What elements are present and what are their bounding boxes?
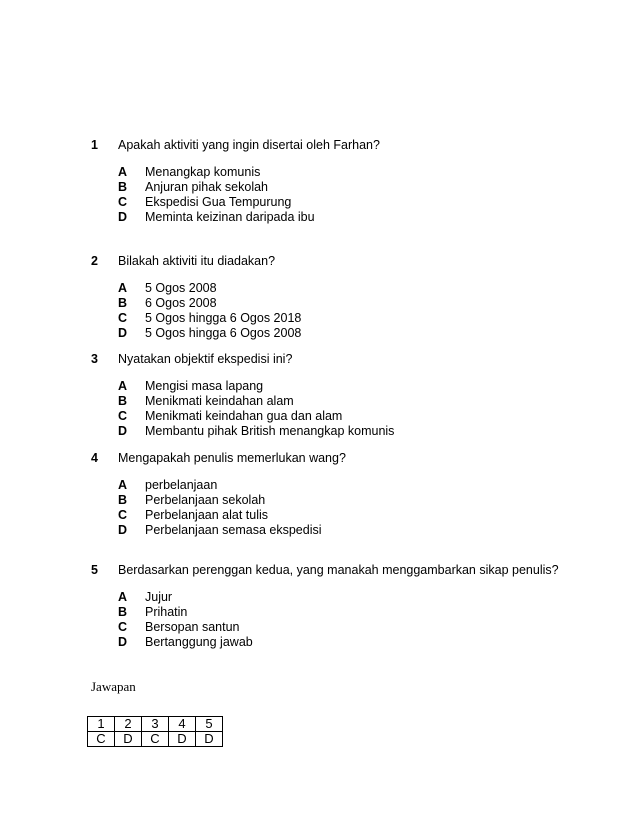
option-c (0, 311, 638, 326)
question-text: Nyatakan objektif ekspedisi ini? (118, 352, 293, 366)
option-b (0, 605, 638, 620)
option-text: Jujur (145, 590, 173, 604)
option-letter: C (118, 620, 128, 634)
option-text: 5 Ogos 2008 (145, 281, 217, 295)
option-letter: B (118, 493, 128, 507)
option-d (0, 210, 638, 225)
option-a (0, 379, 638, 394)
option-letter: D (118, 523, 128, 537)
answer-key: C (88, 732, 115, 747)
option-text: Ekspedisi Gua Tempurung (145, 195, 292, 209)
option-text: perbelanjaan (145, 478, 218, 492)
option-text: Mengisi masa lapang (145, 379, 264, 393)
answer-number: 5 (196, 717, 223, 732)
answer-title: Jawapan (91, 679, 136, 694)
option-letter: B (118, 605, 128, 619)
option-a (0, 281, 638, 296)
answer-key: C (142, 732, 169, 747)
option-text: Perbelanjaan sekolah (145, 493, 266, 507)
answer-number: 1 (88, 717, 115, 732)
option-letter: C (118, 311, 128, 325)
answer-table (87, 716, 223, 747)
question-number: 5 (91, 563, 98, 577)
option-text: Prihatin (145, 605, 188, 619)
option-letter: D (118, 326, 128, 340)
option-b (0, 493, 638, 508)
option-letter: A (118, 478, 128, 492)
option-letter: B (118, 296, 128, 310)
option-letter: B (118, 180, 128, 194)
option-c (0, 409, 638, 424)
option-b (0, 296, 638, 311)
option-letter: A (118, 165, 128, 179)
option-letter: D (118, 635, 128, 649)
option-text: Menangkap komunis (145, 165, 261, 179)
option-letter: D (118, 210, 128, 224)
answer-number-row (88, 717, 223, 732)
option-letter: B (118, 394, 128, 408)
question-text: Bilakah aktiviti itu diadakan? (118, 254, 276, 268)
option-a (0, 165, 638, 180)
option-text: Perbelanjaan semasa ekspedisi (145, 523, 322, 537)
answer-number: 4 (169, 717, 196, 732)
question-line (0, 138, 638, 154)
option-d (0, 424, 638, 439)
option-letter: C (118, 508, 128, 522)
question-line (0, 563, 638, 579)
question-line (0, 451, 638, 467)
answer-key: D (169, 732, 196, 747)
answer-number: 3 (142, 717, 169, 732)
option-c (0, 508, 638, 523)
option-text: Membantu pihak British menangkap komunis (145, 424, 395, 438)
answer-key-row (88, 732, 223, 747)
option-a (0, 478, 638, 493)
option-letter: A (118, 281, 128, 295)
option-text: 5 Ogos hingga 6 Ogos 2008 (145, 326, 302, 340)
option-letter: A (118, 590, 128, 604)
question-number: 2 (91, 254, 98, 268)
option-b (0, 180, 638, 195)
option-c (0, 195, 638, 210)
option-text: Perbelanjaan alat tulis (145, 508, 268, 522)
option-a (0, 590, 638, 605)
option-text: 5 Ogos hingga 6 Ogos 2018 (145, 311, 302, 325)
option-d (0, 326, 638, 341)
question-text: Berdasarkan perenggan kedua, yang manakah menggambarkan sikap penulis? (118, 563, 559, 577)
option-text: Anjuran pihak sekolah (145, 180, 268, 194)
question-number: 3 (91, 352, 98, 366)
option-c (0, 620, 638, 635)
option-letter: A (118, 379, 128, 393)
question-text: Apakah aktiviti yang ingin disertai oleh Farhan? (118, 138, 380, 152)
question-text: Mengapakah penulis memerlukan wang? (118, 451, 346, 465)
option-letter: D (118, 424, 128, 438)
question-line (0, 254, 638, 270)
option-text: Meminta keizinan daripada ibu (145, 210, 315, 224)
question-number: 1 (91, 138, 98, 152)
option-letter: C (118, 409, 128, 423)
question-number: 4 (91, 451, 98, 465)
answer-key: D (115, 732, 142, 747)
option-d (0, 523, 638, 538)
option-text: Bersopan santun (145, 620, 240, 634)
option-d (0, 635, 638, 650)
option-text: 6 Ogos 2008 (145, 296, 217, 310)
option-letter: C (118, 195, 128, 209)
option-b (0, 394, 638, 409)
option-text: Menikmati keindahan alam (145, 394, 294, 408)
option-text: Menikmati keindahan gua dan alam (145, 409, 343, 423)
answer-key: D (196, 732, 223, 747)
answer-number: 2 (115, 717, 142, 732)
question-line (0, 352, 638, 368)
option-text: Bertanggung jawab (145, 635, 253, 649)
